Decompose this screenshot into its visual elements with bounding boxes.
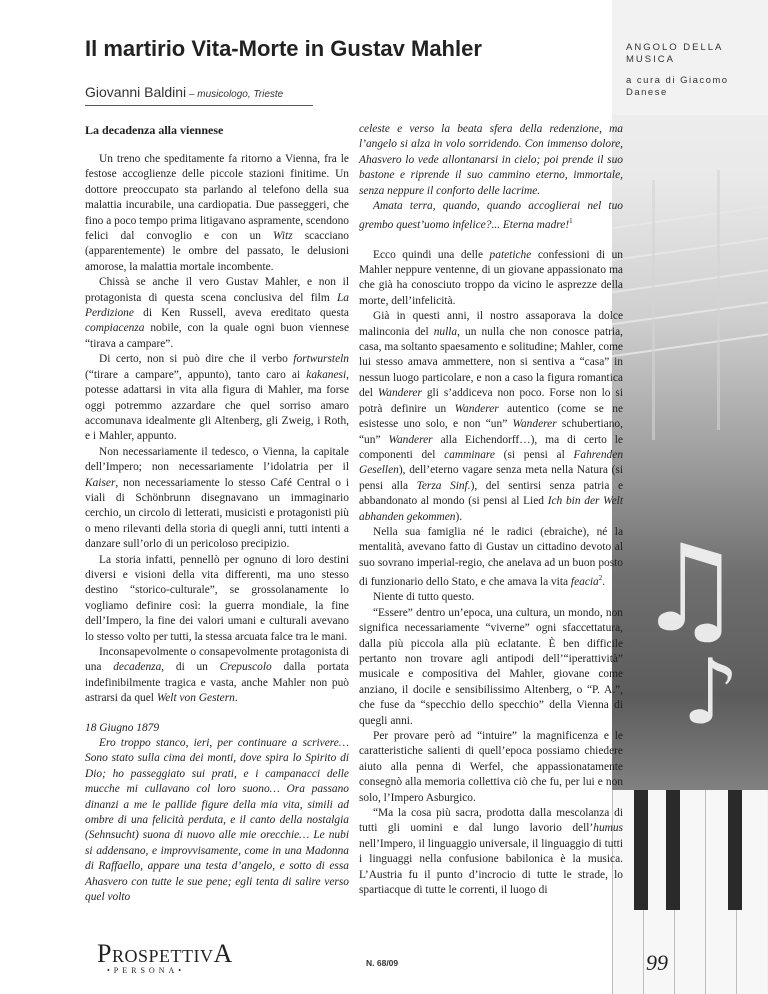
paragraph: Chissà se anche il vero Gustav Mahler, e non il protagonista di questa scena conclusiva del film La Perdizione di Ken Russell, aveva ereditato questa compiacenza nobile, con la quale ogni buon viennese “tirava a campare”. (85, 276, 349, 350)
paragraph: Niente di tutto questo. (373, 591, 475, 604)
article-title: Il martirio Vita-Morte in Gustav Mahler (85, 36, 482, 61)
paragraph: Di certo, non si può dire che il verbo fortwursteln (“tirare a campare”, appunto), tanto caro ai kakanesi, potesse adattarsi in vita alla figura di Mahler, ma forse oggi potremmo azzardare che quel sorriso amaro accomunava idealmente gli Altenberg, gli Zweig, i Roth, e i Mahler, appunto. (85, 353, 349, 443)
decorative-sidebar (612, 0, 768, 994)
paragraph: Non necessariamente il tedesco, o Vienna, la capitale dell’Impero; non necessariamente l’idolatria per il Kaiser, non necessariamente lo stesso Café Central o i viali di Schönbrunn disegnavano un immaginario cerchio, un circolo di letterati, musicisti e protagonisti più o meno rilevanti della storia di quegli anni, tutti intenti a danzare sull’orlo di un pericoloso precipizio. (85, 445, 349, 551)
piano-keys (612, 790, 768, 994)
curator-credit: a cura di Giacomo Danese (626, 75, 729, 98)
author-role: – musicologo, Trieste (186, 89, 284, 100)
quote-date: 18 Giugno 1879 (85, 721, 160, 734)
paragraph: Per provare però ad “intuire” la magnificenza e le caratteristiche salienti di quell’epoca possiamo chiedere aiuto alla penna di Werfel, che appassionatamente consegnò alla memoria collettiva ciò che fu, per lui e non solo, l’Impero Asburgico. (359, 730, 623, 804)
guitar-string (612, 231, 768, 264)
issue-number: N. 68/09 (366, 958, 399, 968)
section-label: ANGOLO DELLA MUSICA (626, 42, 723, 65)
paragraph: Nella sua famiglia né le radici (ebraiche), né la mentalità, avevano fatto di Gustav un cittadino devoto al suo sovrano imperial-regio, che anelava ad un buon posto di funzionario dello Stato, e che amava la vita feacia$^2$. (359, 525, 623, 588)
left-column (85, 122, 349, 906)
page-number: 99 (646, 950, 668, 975)
author-line (85, 84, 313, 106)
guitar-string (612, 295, 768, 328)
paragraph: Già in questi anni, il nostro assaporava la dolce malinconia del nulla, un nulla che non conosce patria, casa, ma soltanto spaesamento e solitudine; Mahler, come lui stesso amava ammettere, non si sentiva a “casa” in nessun luogo particolare, e non a caso la figura romantica del Wanderer gli s’addiceva non poco. Forse non lo si potrà definire un Wanderer autentico (come se ne esistesse uno solo, e non “un” Wanderer schubertiano, “un” Wanderer alla Eichendorff…), ma di certo le componenti del camminare (si pensi al Fahrenden Gesellen), dell’eterno vagare senza meta nella Natura (si pensi alla Terza Sinf.), del sentirsi senza patria e abbandonato al mondo (si pensi al Lied Ich bin der Welt abhanden gekommen). (359, 310, 624, 523)
paragraph: “Essere” dentro un’epoca, una cultura, un mondo, non significa necessariamente “viverne” ogni sfaccettatura, dalla più piccola alla più eclatante. È ben difficile pertanto non trovare agli antipodi dell’“iperattività” musicale e compositiva del Mahler, giovane come anziano, il docile e sensibilissimo Altenberg, o “P. A.”, che fuse da “specchio dello specchio” della Vienna di quegli anni. (359, 606, 623, 727)
music-note-icon: ♪ (682, 640, 740, 745)
footnote-ref: 1 (569, 217, 573, 226)
quote-paragraph: Ero troppo stanco, ieri, per continuare a scrivere… Sono stato sulla cima dei monti, dove spira lo Spirito di Dio; ho passeggiato sui prati, e i campanacci delle mucche mi cullavano col loro suono… Ora passano dinanzi a me le pallide figure della mia vita, simili ad ombre di una felicità perduta, e il canto della nostalgia (Sehnsucht) suona di nuovo alle mie orecchie… Le nubi si addensano, e improvvisamente, come in una Madonna di Raffaello, appare una testa d’angelo, e sotto di essa Ahasvero con tutte le sue pene; egli tenta di salire verso quel volto (85, 737, 349, 904)
footnote-ref: 2 (598, 574, 603, 583)
section-heading: La decadenza alla viennese (85, 123, 224, 137)
guitar-string (612, 263, 768, 296)
paragraph: Ecco quindi una delle patetiche confessioni di un Mahler neppure ventenne, di un giovane appassionato ma che già ha conosciuto troppo da vicino le asprezze della morte, dell’infelicità. (359, 248, 623, 307)
paragraph: Un treno che speditamente fa ritorno a Vienna, fra le festose accoglienze delle piccole stazioni finitime. Un dottore preoccupato sta parlando al telefono della sua malattia incurabile, una cardiopatia. Due passeggeri, che fino a poco tempo prima litigavano aspramente, scendono felici dal convoglio e con un Witz scacciano (apparentemente) le ombre del passato, le delusioni amorose, la malattia mortale incombente. (85, 153, 349, 273)
guitar-fret (652, 180, 655, 440)
paragraph: La storia infatti, pennellò per ognuno di loro destini diversi e visioni della vita differenti, ma uno stesso destino “storico-culturale”, se grossolanamente lo vogliamo definire così: la guerra mondiale, la fine dell’Impero, la fine dei valori umani e culturali avevano lo stesso volto per tutti, la stessa arcuata falce tra le mani. (85, 553, 349, 643)
author-name: Giovanni Baldini (85, 84, 187, 100)
quote-paragraph: Amata terra, quando, quando accoglierai nel tuo grembo quest’uomo infelice?... Eterna madre!$^1$ (359, 200, 623, 232)
right-column (359, 122, 623, 899)
guitar-string (612, 199, 768, 232)
quote-paragraph: celeste e verso la beata sfera della redenzione, ma l’angelo si alza in volo sorridendo. Con immenso dolore, Ahasvero lo vede allontanarsi in cielo; poi prende il suo bastone e riprende il suo cammino eterno, immortale, senza neppure il conforto delle lacrime. (359, 123, 623, 197)
guitar-fret (717, 170, 720, 430)
guitar-string (612, 327, 768, 360)
paragraph: “Ma la cosa più sacra, prodotta dalla mescolanza di tutti gli uomini e dal lungo lavorio dell’humus nell’Impero, il linguaggio universale, il linguaggio di tutti i linguaggi nella confusione babilonica è la musica. L’Austria fu il punto d’incrocio di tutte le strade, lo spartiacque di tutte le correnti, il luogo di (359, 807, 623, 897)
paragraph: Inconsapevolmente o consapevolmente protagonista di una decadenza, di un Crepuscolo dalla portata indefinibilmente tragica e vasta, anche Mahler non può astrarsi da quel Welt von Gestern. (85, 646, 349, 705)
music-note-icon: ♫ (636, 520, 744, 659)
publication-logo: PROSPETTIVA •PERSONA• (97, 939, 233, 975)
